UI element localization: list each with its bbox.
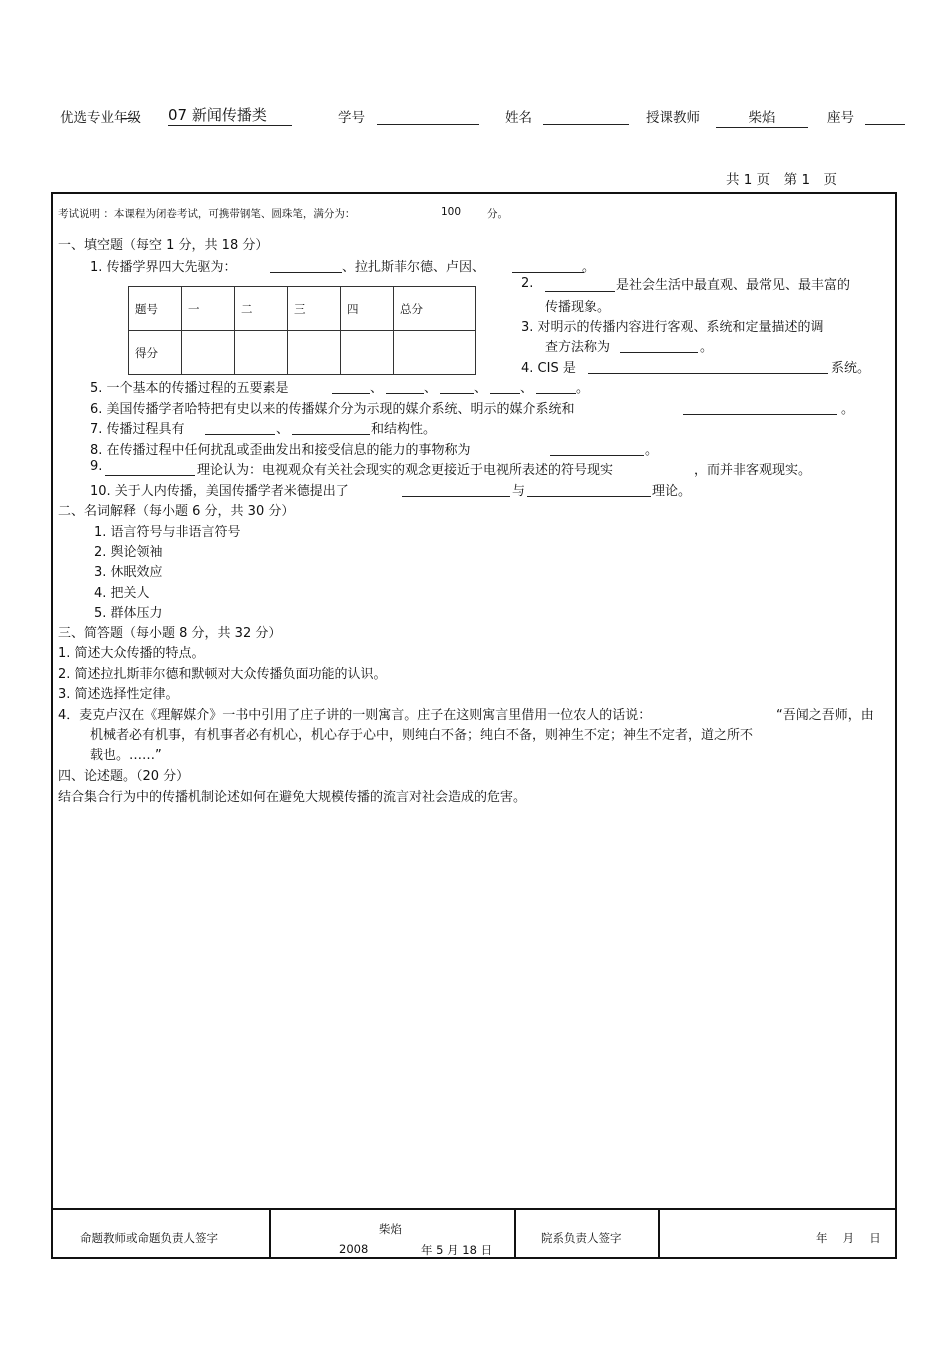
q5-blank-5[interactable] [536,393,576,394]
grade-value: 07 新闻传播类 [168,104,292,126]
q8-text: 8. 在传播过程中任何扰乱或歪曲发出和接受信息的能力的事物称为 [90,443,471,458]
section1-title: 一、填空题（每空 1 分，共 18 分） [58,238,269,253]
dept-label: 院系负责人签字 [541,1231,622,1245]
score-cell-total[interactable] [394,331,476,375]
q5-sep-4: 、 [520,381,534,396]
page-count: 共 1 页 第 1 页 [726,172,838,188]
term-5: 5. 群体压力 [94,606,163,621]
short-q-4: 4．麦克卢汉在《理解媒介》一书中引用了庄子讲的一则寓言。庄子在这则寓言里借用一位农人的话说： [58,708,652,723]
seat-label: 座号 [827,110,854,126]
q5-blank-2[interactable] [386,393,424,394]
q3-blank[interactable] [620,352,698,353]
q9-number: 9. [90,459,103,474]
q3-end: 。 [700,340,714,355]
score-header-1: 一 [182,287,235,331]
grade-label: 优选专业年级 [60,110,141,126]
q7-end: 和结构性。 [371,422,437,437]
score-table [128,286,476,375]
q1-text-2: 、拉扎斯菲尔德、卢因、 [342,260,486,275]
q3-text-2: 查方法称为 [545,340,611,355]
q1-blank-1[interactable] [270,272,342,273]
q10-end: 理论。 [652,484,692,499]
q7-text: 7. 传播过程具有 [90,422,185,437]
q6-blank[interactable] [683,414,837,415]
footer-divider-3 [658,1208,660,1259]
score-unit: 分。 [487,208,508,220]
score-header-total: 总分 [394,287,476,331]
score-row-label: 得分 [129,331,182,375]
q5-sep-2: 、 [424,381,438,396]
student-id-label: 学号 [338,110,365,126]
term-1: 1. 语言符号与非语言符号 [94,525,241,540]
footer-divider-1 [269,1208,271,1259]
seat-field[interactable] [865,124,905,125]
q7-sep: 、 [276,422,290,437]
q7-blank-2[interactable] [292,434,370,435]
teacher-label: 授课教师 [646,110,700,126]
q1-blank-2[interactable] [512,272,584,273]
q10-blank-1[interactable] [402,496,510,497]
score-cell-2[interactable] [235,331,288,375]
q2-number: 2. [521,276,534,291]
q5-end: 。 [576,381,590,396]
name-field[interactable] [543,124,629,125]
q4-blank[interactable] [588,373,828,374]
term-4: 4. 把关人 [94,586,150,601]
section4-title: 四、论述题。（20 分） [58,769,190,784]
score-header-3: 三 [288,287,341,331]
q9-blank[interactable] [105,475,195,476]
short-q-2: 2. 简述拉扎斯菲尔德和默顿对大众传播负面功能的认识。 [58,667,387,682]
score-header-number: 题号 [129,287,182,331]
q5-text: 5. 一个基本的传播过程的五要素是 [90,381,289,396]
name-label: 姓名 [505,110,532,126]
q5-blank-3[interactable] [440,393,474,394]
score-cell-3[interactable] [288,331,341,375]
full-score: 100 [441,206,462,218]
section3-title: 三、简答题（每小题 8 分，共 32 分） [58,626,282,641]
term-2: 2. 舆论领袖 [94,545,163,560]
setter-name: 柴焰 [379,1222,402,1236]
essay-question: 结合集合行为中的传播机制论述如何在避免大规模传播的流言对社会造成的危害。 [58,790,527,805]
short-q-1: 1. 简述大众传播的特点。 [58,646,205,661]
section2-title: 二、名词解释（每小题 6 分，共 30 分） [58,504,295,519]
q5-blank-1[interactable] [332,393,370,394]
q10-sep: 与 [512,484,526,499]
q8-blank[interactable] [550,455,644,456]
q10-text: 10. 关于人内传播，美国传播学者米德提出了 [90,484,349,499]
teacher-value: 柴焰 [716,106,808,128]
q4-end: 系统。 [831,361,871,376]
short-q-4-quote: “吾闻之吾师，由 [776,708,874,723]
setter-label: 命题教师或命题负责人签字 [80,1231,218,1245]
q5-sep-3: 、 [474,381,488,396]
dept-date: 年 月 日 [816,1231,881,1245]
sign-year: 2008 [339,1242,369,1256]
q1-end: 。 [582,260,596,275]
short-q-3: 3. 简述选择性定律。 [58,687,179,702]
student-id-field[interactable] [377,124,479,125]
q5-sep-1: 、 [370,381,384,396]
q8-end: 。 [645,443,659,458]
score-header-2: 二 [235,287,288,331]
score-cell-1[interactable] [182,331,235,375]
instructions-text: 考试说明 ：本课程为闭卷考试，可携带钢笔、圆珠笔，满分为： [58,208,356,220]
q6-text: 6. 美国传播学者哈特把有史以来的传播媒介分为示现的媒介系统、明示的媒介系统和 [90,402,575,417]
q3-text: 3. 对明示的传播内容进行客观、系统和定量描述的调 [521,320,824,335]
q1-text: 1. 传播学界四大先驱为： [90,260,237,275]
q4-text: 4. CIS 是 [521,361,576,376]
score-cell-4[interactable] [341,331,394,375]
q7-blank-1[interactable] [205,434,275,435]
term-3: 3. 休眠效应 [94,565,163,580]
q2-text-2: 传播现象。 [545,300,611,315]
short-q-4-line2: 机械者必有机事，有机事者必有机心，机心存于心中，则纯白不备；纯白不备，则神生不定；神生不定者，道之所不 [90,728,754,743]
short-q-4-line3: 载也。……” [90,748,162,763]
sign-date: 年 5 月 18 日 [421,1243,493,1257]
q5-blank-4[interactable] [490,393,520,394]
q9-text: 理论认为：电视观众有关社会现实的观念更接近于电视所表述的符号现实 [197,463,614,478]
q10-blank-2[interactable] [527,496,651,497]
footer-divider-2 [514,1208,516,1259]
score-header-4: 四 [341,287,394,331]
q2-blank[interactable] [545,291,615,292]
q6-end: 。 [841,402,855,417]
q2-text: 是社会生活中最直观、最常见、最丰富的 [616,278,851,293]
grade-label-underline [121,118,137,119]
q9-end: ，而并非客观现实。 [694,463,812,478]
